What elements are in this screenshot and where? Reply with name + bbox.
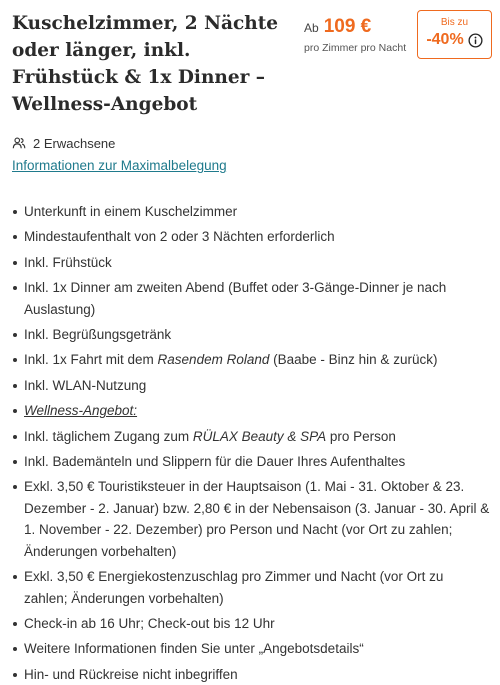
- feature-item: Check-in ab 16 Uhr; Check-out bis 12 Uhr: [12, 613, 490, 634]
- feature-item: Unterkunft in einem Kuschelzimmer: [12, 201, 490, 222]
- feature-text: pro Person: [326, 428, 396, 444]
- feature-item: Inkl. WLAN-Nutzung: [12, 375, 490, 396]
- price-row: [304, 16, 416, 38]
- feature-brand: Rasendem Roland: [157, 352, 270, 368]
- occupancy-row: [12, 134, 490, 152]
- discount-value: -40%: [426, 31, 464, 48]
- feature-text: Inkl. 1x Fahrt mit dem: [24, 352, 158, 368]
- feature-item: Mindestaufenthalt von 2 oder 3 Nächten erforderlich: [12, 226, 490, 247]
- feature-item: Exkl. 3,50 € Energiekostenzuschlag pro Zimmer und Nacht (vor Ort zu zahlen; Änderungen vorbehalten): [12, 566, 490, 609]
- discount-badge[interactable]: [417, 10, 492, 59]
- feature-text: (Baabe - Binz hin & zurück): [269, 352, 438, 368]
- discount-label: Bis zu: [440, 17, 469, 28]
- feature-section-heading: Wellness-Angebot:: [12, 400, 490, 421]
- feature-item: Inkl. 1x Dinner am zweiten Abend (Buffet oder 3-Gänge-Dinner je nach Auslastung): [12, 277, 490, 320]
- price-prefix: Ab: [304, 21, 319, 35]
- feature-text: Inkl. täglichem Zugang zum: [24, 428, 193, 444]
- feature-brand: RÜLAX Beauty & SPA: [192, 428, 327, 444]
- price-note: pro Zimmer pro Nacht: [304, 42, 407, 54]
- max-occupancy-link[interactable]: Informationen zur Maximalbelegung: [12, 158, 227, 173]
- feature-item: Inkl. Bademänteln und Slippern für die Dauer Ihres Aufenthaltes: [12, 451, 490, 472]
- feature-item: Weitere Informationen finden Sie unter „Angebotsdetails“: [12, 638, 490, 659]
- person-group-icon: [12, 136, 26, 150]
- info-icon[interactable]: [468, 33, 483, 48]
- offer-header: [12, 10, 490, 128]
- price-block: [304, 16, 416, 54]
- discount-row: [418, 31, 491, 49]
- feature-list: [12, 201, 490, 685]
- feature-item: Inkl. Frühstück: [12, 252, 490, 273]
- feature-item: Inkl. Begrüßungsgetränk: [12, 324, 490, 345]
- feature-item: Exkl. 3,50 € Touristiksteuer in der Hauptsaison (1. Mai - 31. Oktober & 23. Dezember - 2. Januar) bzw. 2,80 € in der Nebensaison (3. Januar - 30. April & 1. November - 22. Dezember) pro Person und Nacht (vor Ort zu zahlen; Änderungen vorbehalten): [12, 476, 490, 562]
- feature-item: [12, 349, 490, 370]
- feature-item: [12, 426, 490, 447]
- occupancy-text: 2 Erwachsene: [33, 135, 116, 151]
- offer-title: Kuschelzimmer, 2 Nächte oder länger, inkl. Frühstück & 1x Dinner – Wellness-Angebot: [12, 13, 279, 115]
- price-value: 109 €: [323, 16, 372, 37]
- feature-item: Hin- und Rückreise nicht inbegriffen: [12, 664, 490, 685]
